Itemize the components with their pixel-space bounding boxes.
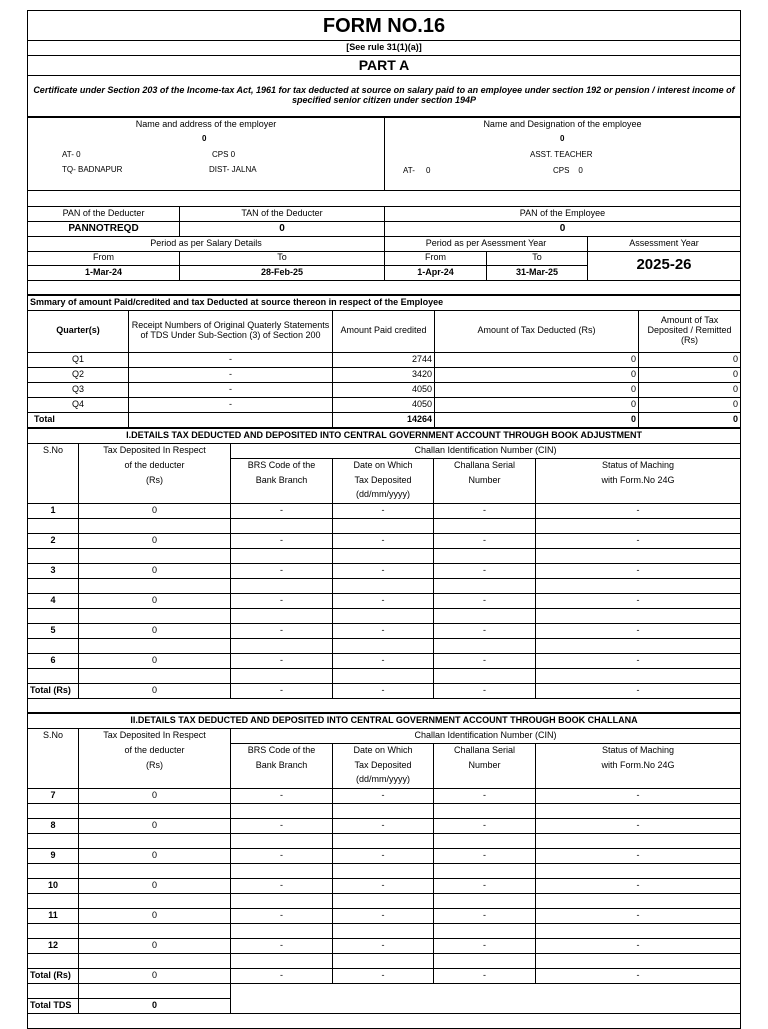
sno-cell: 11 <box>28 908 79 923</box>
status-matching-header: Status of Maching <box>536 458 741 473</box>
serial-cell: - <box>434 818 536 833</box>
deducted-cell: 0 <box>435 397 639 412</box>
serial-cell: - <box>434 653 536 668</box>
form-header-table <box>27 10 741 117</box>
sno-cell: 3 <box>28 563 79 578</box>
deposited-cell: 0 <box>639 397 741 412</box>
total-status-cell: - <box>536 968 741 983</box>
tax-cell: 0 <box>79 818 231 833</box>
employer-at-value: 0 <box>76 149 81 159</box>
date-cell: - <box>333 503 434 518</box>
paid-header: Amount Paid credited <box>333 310 435 352</box>
sno-header: S.No <box>28 728 79 743</box>
tax-cell: 0 <box>79 848 231 863</box>
summary-total-label: Total <box>28 412 129 427</box>
challan-serial-header-line2: Number <box>434 473 536 488</box>
tan-deductor-label: TAN of the Deducter <box>180 206 385 221</box>
status-cell: - <box>536 878 741 893</box>
pan-period-table <box>27 191 741 295</box>
brs-cell: - <box>231 623 333 638</box>
sno-header: S.No <box>28 443 79 458</box>
deposited-cell: 0 <box>639 352 741 367</box>
paid-cell: 4050 <box>333 397 435 412</box>
salary-from-value: 1-Mar-24 <box>28 265 180 280</box>
table-row <box>28 908 741 923</box>
tax-cell: 0 <box>79 788 231 803</box>
employer-district: DIST- JALNA <box>209 164 257 174</box>
brs-code-header: BRS Code of the <box>231 743 333 758</box>
employee-name: 0 <box>560 133 565 143</box>
summary-total-paid: 14264 <box>333 412 435 427</box>
pan-employee-value: 0 <box>385 221 741 236</box>
quarter-cell: Q2 <box>28 367 129 382</box>
receipt-header: Receipt Numbers of Original Quaterly Statements of TDS Under Sub-Section (3) of Section 200 <box>129 310 333 352</box>
serial-cell: - <box>434 623 536 638</box>
employer-address <box>28 133 385 191</box>
brs-cell: - <box>231 818 333 833</box>
table-row <box>28 563 741 578</box>
certificate-text: Certificate under Section 203 of the Income-tax Act, 1961 for tax deducted at source on salary paid to an employee under section 192 or pension / interest income of specified senior citizen under section 194P <box>28 76 741 117</box>
brs-cell: - <box>231 503 333 518</box>
serial-cell: - <box>434 593 536 608</box>
table-row <box>28 533 741 548</box>
sno-cell: 6 <box>28 653 79 668</box>
status-matching-header-line2: with Form.No 24G <box>536 473 741 488</box>
date-cell: - <box>333 533 434 548</box>
deposited-header: Amount of Tax Deposited / Remitted (Rs) <box>639 310 741 352</box>
brs-cell: - <box>231 788 333 803</box>
tan-deductor-value: 0 <box>180 221 385 236</box>
status-cell: - <box>536 593 741 608</box>
status-cell: - <box>536 623 741 638</box>
status-cell: - <box>536 533 741 548</box>
receipt-cell: - <box>129 382 333 397</box>
sno-cell: 2 <box>28 533 79 548</box>
sno-cell: 10 <box>28 878 79 893</box>
table-row <box>28 503 741 518</box>
employee-cps-label: CPS <box>553 165 570 175</box>
total-brs-cell: - <box>231 968 333 983</box>
tax-cell: 0 <box>79 623 231 638</box>
brs-cell: - <box>231 848 333 863</box>
book-challana-table <box>27 713 741 1029</box>
status-matching-header-line2: with Form.No 24G <box>536 758 741 773</box>
book-challana-total-row <box>28 968 741 983</box>
brs-cell: - <box>231 533 333 548</box>
date-cell: - <box>333 848 434 863</box>
employee-at-value: 0 <box>425 165 431 175</box>
tax-cell: 0 <box>79 653 231 668</box>
employee-designation: ASST. TEACHER <box>530 149 593 159</box>
cin-header: Challan Identification Number (CIN) <box>231 443 741 458</box>
deposited-cell: 0 <box>639 382 741 397</box>
date-cell: - <box>333 938 434 953</box>
summary-total-row <box>28 412 741 427</box>
cin-header: Challan Identification Number (CIN) <box>231 728 741 743</box>
quarter-cell: Q3 <box>28 382 129 397</box>
salary-from-label: From <box>28 251 180 265</box>
brs-cell: - <box>231 878 333 893</box>
pan-deductor-label: PAN of the Deducter <box>28 206 180 221</box>
table-row <box>28 397 741 412</box>
status-cell: - <box>536 818 741 833</box>
total-status-cell: - <box>536 683 741 698</box>
status-cell: - <box>536 563 741 578</box>
summary-table <box>27 295 741 428</box>
status-cell: - <box>536 653 741 668</box>
challan-serial-header-line2: Number <box>434 758 536 773</box>
employer-header: Name and address of the employer <box>28 118 385 133</box>
status-cell: - <box>536 503 741 518</box>
total-tds-label: Total TDS <box>28 998 79 1013</box>
date-cell: - <box>333 593 434 608</box>
date-cell: - <box>333 788 434 803</box>
deducted-cell: 0 <box>435 367 639 382</box>
employer-cps: CPS 0 <box>212 149 236 159</box>
ay-to-value: 31-Mar-25 <box>487 265 588 280</box>
table-row <box>28 938 741 953</box>
book-challana-title: II.DETAILS TAX DEDUCTED AND DEPOSITED INTO CENTRAL GOVERNMENT ACCOUNT THROUGH BOOK CHALLANA <box>28 713 741 728</box>
sno-cell: 5 <box>28 623 79 638</box>
sno-cell: 8 <box>28 818 79 833</box>
assessment-year-label: Assessment Year <box>588 236 741 251</box>
date-cell: - <box>333 623 434 638</box>
date-deposited-header-line3: (dd/mm/yyyy) <box>333 488 434 503</box>
table-row <box>28 367 741 382</box>
total-tax-cell: 0 <box>79 683 231 698</box>
serial-cell: - <box>434 908 536 923</box>
status-cell: - <box>536 788 741 803</box>
table-row <box>28 352 741 367</box>
date-cell: - <box>333 908 434 923</box>
tax-deposited-header-line3: (Rs) <box>79 473 231 488</box>
salary-to-label: To <box>180 251 385 265</box>
total-tax-cell: 0 <box>79 968 231 983</box>
table-row <box>28 878 741 893</box>
brs-cell: - <box>231 563 333 578</box>
book-adjustment-title: I.DETAILS TAX DEDUCTED AND DEPOSITED INTO CENTRAL GOVERNMENT ACCOUNT THROUGH BOOK ADJUSTMENT <box>28 428 741 443</box>
receipt-cell: - <box>129 367 333 382</box>
status-matching-header: Status of Maching <box>536 743 741 758</box>
serial-cell: - <box>434 563 536 578</box>
tax-deposited-header-line3: (Rs) <box>79 758 231 773</box>
employer-at-label: AT- <box>62 149 74 159</box>
tax-cell: 0 <box>79 908 231 923</box>
tax-cell: 0 <box>79 593 231 608</box>
form16-sheet <box>27 10 740 1029</box>
paid-cell: 3420 <box>333 367 435 382</box>
brs-code-header-line2: Bank Branch <box>231 473 333 488</box>
summary-total-deducted: 0 <box>435 412 639 427</box>
serial-cell: - <box>434 788 536 803</box>
total-date-cell: - <box>333 968 434 983</box>
table-row <box>28 623 741 638</box>
total-label: Total (Rs) <box>28 968 79 983</box>
tax-cell: 0 <box>79 878 231 893</box>
total-label: Total (Rs) <box>28 683 79 698</box>
challan-serial-header: Challana Serial <box>434 743 536 758</box>
total-serial-cell: - <box>434 683 536 698</box>
brs-code-header: BRS Code of the <box>231 458 333 473</box>
parties-table <box>27 117 741 191</box>
book-adjustment-table <box>27 428 741 713</box>
pan-employee-label: PAN of the Employee <box>385 206 741 221</box>
sno-cell: 1 <box>28 503 79 518</box>
date-deposited-header-line2: Tax Deposited <box>333 473 434 488</box>
brs-cell: - <box>231 938 333 953</box>
receipt-cell: - <box>129 397 333 412</box>
part-label: PART A <box>28 56 741 76</box>
brs-cell: - <box>231 653 333 668</box>
employer-name: 0 <box>202 133 207 143</box>
date-cell: - <box>333 653 434 668</box>
deposited-cell: 0 <box>639 367 741 382</box>
summary-total-deposited: 0 <box>639 412 741 427</box>
tax-deposited-header: Tax Deposited In Respect <box>79 443 231 458</box>
date-cell: - <box>333 878 434 893</box>
date-deposited-header-line3: (dd/mm/yyyy) <box>333 773 434 788</box>
employee-cps-value: 0 <box>578 165 583 175</box>
status-cell: - <box>536 938 741 953</box>
employer-taluka: TQ- BADNAPUR <box>62 164 123 174</box>
tax-deposited-header-line2: of the deducter <box>79 743 231 758</box>
serial-cell: - <box>434 878 536 893</box>
date-cell: - <box>333 818 434 833</box>
ay-to-label: To <box>487 251 588 265</box>
book-adjustment-total-row <box>28 683 741 698</box>
employee-at-label: AT- <box>403 165 415 175</box>
assessment-year-value: 2025-26 <box>588 251 741 280</box>
table-row <box>28 653 741 668</box>
total-tds-row <box>28 998 741 1013</box>
ay-from-value: 1-Apr-24 <box>385 265 487 280</box>
date-cell: - <box>333 563 434 578</box>
deducted-header: Amount of Tax Deducted (Rs) <box>435 310 639 352</box>
sno-cell: 12 <box>28 938 79 953</box>
brs-code-header-line2: Bank Branch <box>231 758 333 773</box>
total-tds-value: 0 <box>79 998 231 1013</box>
table-row <box>28 788 741 803</box>
date-deposited-header: Date on Which <box>333 458 434 473</box>
quarter-cell: Q4 <box>28 397 129 412</box>
tax-deposited-header: Tax Deposited In Respect <box>79 728 231 743</box>
rule-reference: [See rule 31(1)(a)] <box>28 41 741 56</box>
brs-cell: - <box>231 593 333 608</box>
period-salary-label: Period as per Salary Details <box>28 236 385 251</box>
salary-to-value: 28-Feb-25 <box>180 265 385 280</box>
sno-cell: 7 <box>28 788 79 803</box>
table-row <box>28 848 741 863</box>
paid-cell: 2744 <box>333 352 435 367</box>
period-ay-label: Period as per Asessment Year <box>385 236 588 251</box>
paid-cell: 4050 <box>333 382 435 397</box>
tax-deposited-header-line2: of the deducter <box>79 458 231 473</box>
serial-cell: - <box>434 848 536 863</box>
ay-from-label: From <box>385 251 487 265</box>
tax-cell: 0 <box>79 938 231 953</box>
receipt-cell: - <box>129 352 333 367</box>
table-row <box>28 382 741 397</box>
employee-details <box>385 133 741 191</box>
quarter-header: Quarter(s) <box>28 310 129 352</box>
serial-cell: - <box>434 938 536 953</box>
sno-cell: 9 <box>28 848 79 863</box>
table-row <box>28 818 741 833</box>
status-cell: - <box>536 848 741 863</box>
date-deposited-header-line2: Tax Deposited <box>333 758 434 773</box>
status-cell: - <box>536 908 741 923</box>
brs-cell: - <box>231 908 333 923</box>
tax-cell: 0 <box>79 503 231 518</box>
tax-cell: 0 <box>79 563 231 578</box>
serial-cell: - <box>434 503 536 518</box>
tax-cell: 0 <box>79 533 231 548</box>
employee-header: Name and Designation of the employee <box>385 118 741 133</box>
total-serial-cell: - <box>434 968 536 983</box>
date-deposited-header: Date on Which <box>333 743 434 758</box>
pan-deductor-value: PANNOTREQD <box>28 221 180 236</box>
serial-cell: - <box>434 533 536 548</box>
sno-cell: 4 <box>28 593 79 608</box>
total-brs-cell: - <box>231 683 333 698</box>
quarter-cell: Q1 <box>28 352 129 367</box>
deducted-cell: 0 <box>435 382 639 397</box>
deducted-cell: 0 <box>435 352 639 367</box>
total-date-cell: - <box>333 683 434 698</box>
table-row <box>28 593 741 608</box>
challan-serial-header: Challana Serial <box>434 458 536 473</box>
summary-title: Smmary of amount Paid/credited and tax Deducted at source thereon in respect of the Employee <box>28 295 741 310</box>
form-title: FORM NO.16 <box>28 11 741 41</box>
